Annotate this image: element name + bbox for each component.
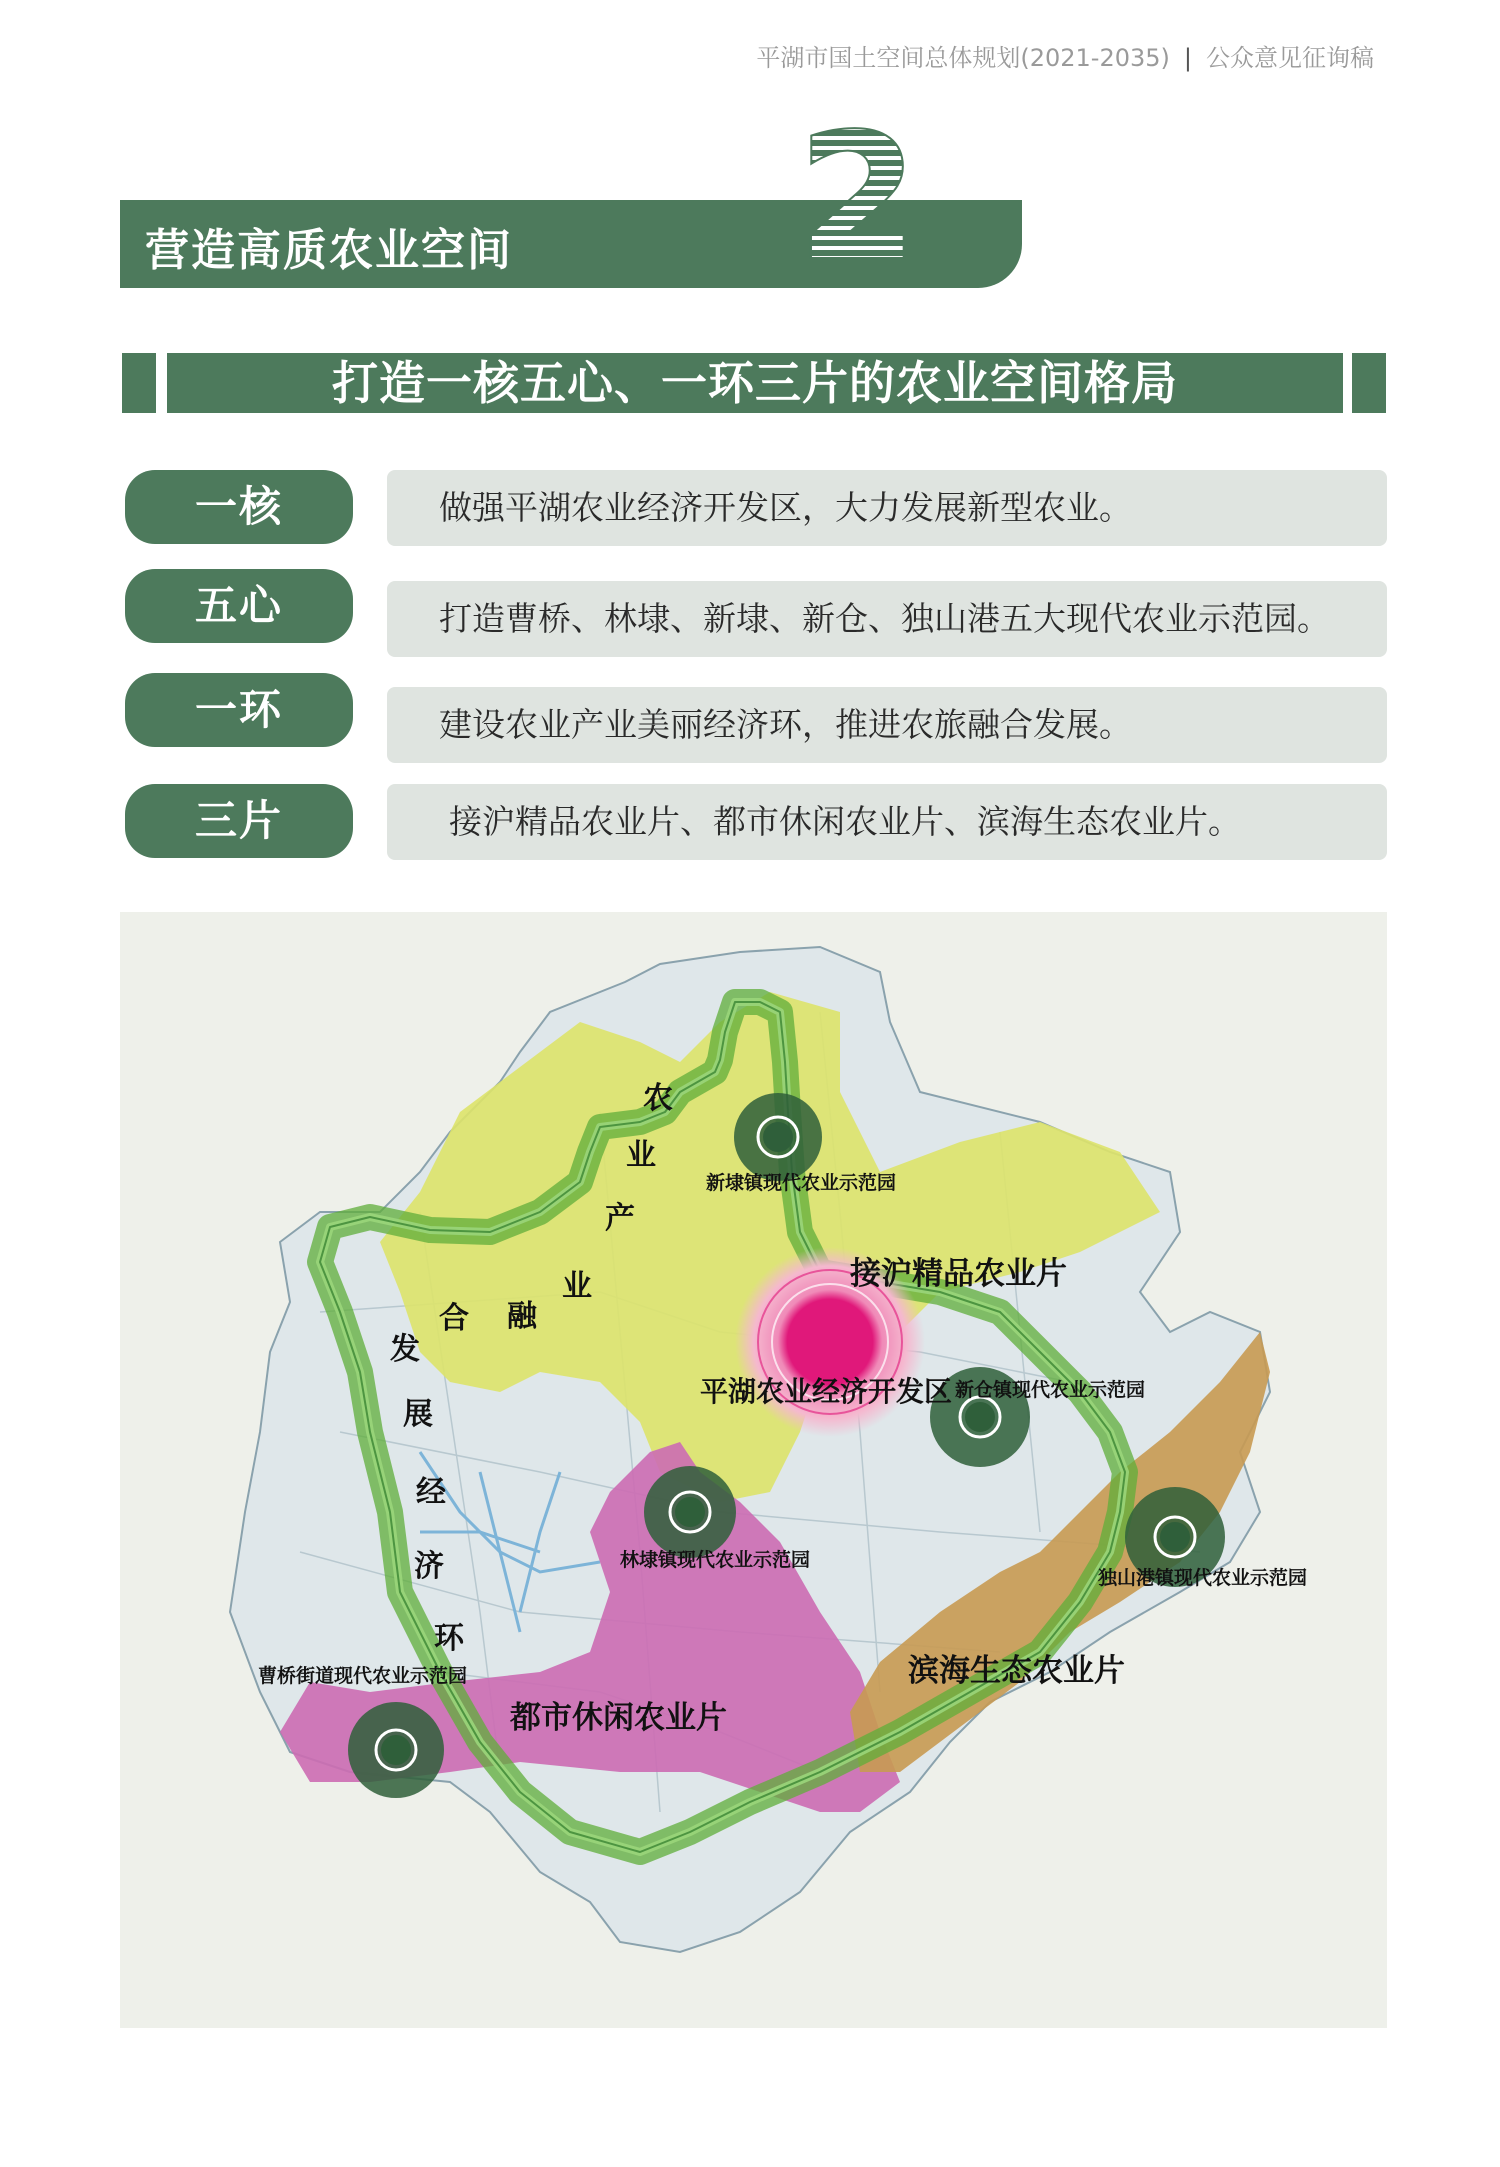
- row-description: 打造曹桥、林埭、新埭、新仓、独山港五大现代农业示范园。: [387, 581, 1387, 657]
- park-label-lindai: 林埭镇现代农业示范园: [620, 1549, 811, 1571]
- document-title: 平湖市国土空间总体规划(2021-2035): [756, 44, 1170, 72]
- park-label-xindai: 新埭镇现代农业示范园: [706, 1172, 897, 1194]
- row-description: 接沪精品农业片、都市休闲农业片、滨海生态农业片。: [387, 784, 1387, 860]
- park-label-caoqiao: 曹桥街道现代农业示范园: [258, 1665, 468, 1687]
- ring-text-char: 济: [414, 1549, 444, 1584]
- agricultural-layout-map: [120, 912, 1387, 2028]
- row-description: 建设农业产业美丽经济环，推进农旅融合发展。: [387, 687, 1387, 763]
- section-title: 营造高质农业空间: [145, 225, 513, 276]
- park-label-xincang: 新仓镇现代农业示范园: [955, 1379, 1146, 1401]
- ring-text-char: 产: [605, 1201, 635, 1236]
- zone-label-west: 都市休闲农业片: [510, 1700, 727, 1736]
- ring-text-char: 发: [390, 1332, 420, 1367]
- structure-row-ring: [125, 673, 1387, 751]
- row-description: 做强平湖农业经济开发区，大力发展新型农业。: [387, 470, 1387, 546]
- park-caoqiao: [348, 1702, 444, 1798]
- ring-text-char: 农: [643, 1081, 673, 1116]
- structure-row-zones: [125, 784, 1387, 862]
- zone-label-north: 接沪精品农业片: [850, 1256, 1067, 1292]
- ring-text-char: 融: [507, 1299, 537, 1334]
- row-label: 五心: [125, 569, 353, 643]
- ring-text-char: 业: [562, 1269, 592, 1304]
- row-label: 一环: [125, 673, 353, 747]
- title-bar-left-accent: [122, 353, 156, 413]
- ring-text-char: 环: [434, 1621, 464, 1656]
- section-number-text: 2: [797, 97, 919, 300]
- section-number-graphic: [797, 97, 919, 300]
- document-status: 公众意见征询稿: [1206, 44, 1374, 72]
- document-header: [756, 38, 1374, 73]
- core-label: 平湖农业经济开发区: [700, 1375, 953, 1408]
- header-separator: |: [1183, 44, 1192, 72]
- row-label: 一核: [125, 470, 353, 544]
- park-label-dushangang: 独山港镇现代农业示范园: [1098, 1567, 1308, 1589]
- ring-text-char: 合: [439, 1301, 469, 1336]
- main-title: 打造一核五心、一环三片的农业空间格局: [332, 356, 1178, 410]
- ring-text-char: 业: [626, 1138, 656, 1173]
- row-label: 三片: [125, 784, 353, 858]
- structure-row-centers: [125, 569, 1387, 647]
- structure-row-core: [125, 470, 1387, 548]
- ring-text-char: 展: [403, 1397, 433, 1432]
- title-bar-right-accent: [1352, 353, 1386, 413]
- ring-text-char: 经: [416, 1475, 446, 1510]
- zone-label-east: 滨海生态农业片: [908, 1653, 1125, 1689]
